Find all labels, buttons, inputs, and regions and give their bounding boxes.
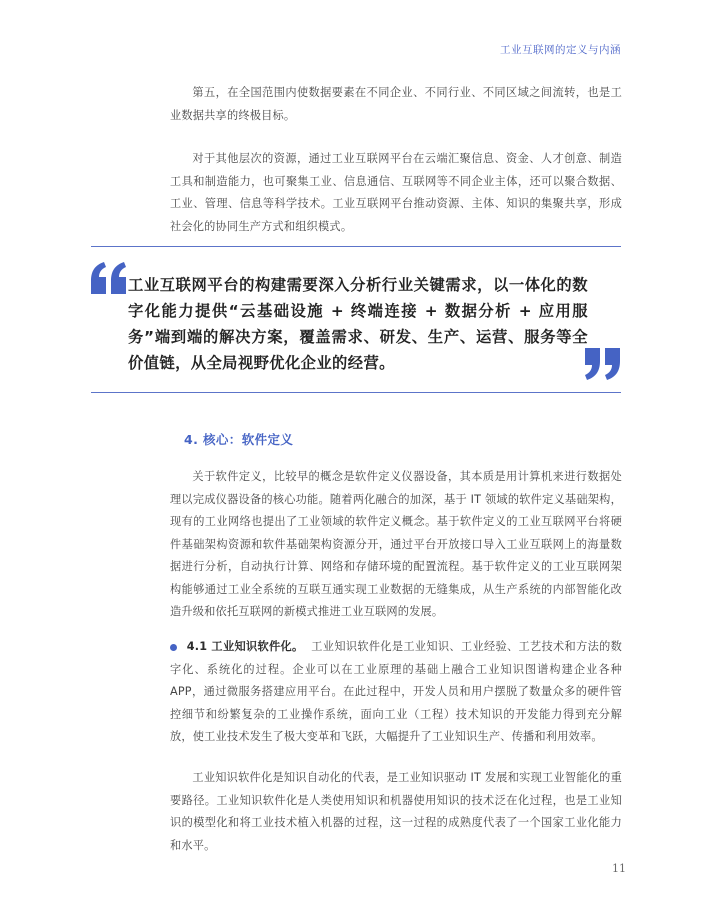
open-quote-icon — [89, 262, 129, 296]
pull-quote-text: 工业互联网平台的构建需要深入分析行业关键需求，以一体化的数字化能力提供“云基础设施 + 终端连接 + 数据分析 + 应用服务”端到端的解决方案，覆盖需求、研发、生产、运营、服务等全价值链，从全局视野优化企业的经营。 — [128, 276, 588, 372]
bullet-body-text: 工业知识软件化是工业知识、工业经验、工艺技术和方法的数字化、系统化的过程。企业可以在工业原理的基础上融合工业知识图谱构建企业各种 APP，通过微服务搭建应用平台。在此过程中，开发人员和用户摆脱了数量众多的硬件管控细节和纷繁复杂的工业操作系统，面向工业（工程）技术知识的开发能力得到充分解放，使工业技术发生了极大变革和飞跃，大幅提升了工业知识生产、传播和利用效率。 — [170, 640, 622, 743]
quote-top-rule — [91, 246, 621, 247]
page-number: 11 — [612, 862, 626, 875]
bullet-lead-title: 4.1 工业知识软件化。 — [186, 640, 304, 653]
paragraph-knowledge-automation: 工业知识软件化是知识自动化的代表，是工业知识驱动 IT 发展和实现工业智能化的重要路径。工业知识软件化是人类使用知识和机器使用知识的技术泛在化过程，也是工业知识的模型化和将工业技术植入机器的过程，这一过程的成熟度代表了一个国家工业化能力和水平。 — [170, 771, 622, 852]
section-heading: 4. 核心：软件定义 — [184, 432, 294, 447]
quote-bottom-rule — [91, 392, 621, 393]
paragraph-resource-aggregation: 对于其他层次的资源，通过工业互联网平台在云端汇聚信息、资金、人才创意、制造工具和制造能力，也可聚集工业、信息通信、互联网等不同企业主体，还可以聚合数据、工业、管理、信息等科学技术。工业互联网平台推动资源、主体、知识的集聚共享，形成社会化的协同生产方式和组织模式。 — [170, 152, 622, 233]
close-quote-icon — [582, 346, 622, 380]
bullet-item-knowledge-software — [170, 636, 622, 749]
paragraph-software-defined: 关于软件定义，比较早的概念是软件定义仪器设备，其本质是用计算机来进行数据处理以完成仪器设备的核心功能。随着两化融合的加深，基于 IT 领域的软件定义基础架构，现有的工业网络也提出了工业领域的软件定义概念。基于软件定义的工业互联网平台将硬件基础架构资源和软件基础架构资源分开，通过平台开放接口导入工业互联网上的海量数据进行分析，自动执行计算、网络和存储环境的配置流程。基于软件定义的工业互联网架构能够通过工业全系统的互联互通实现工业数据的无缝集成，从生产系统的内部智能化改造升级和依托互联网的新模式推进工业互联网的发展。 — [170, 470, 622, 618]
paragraph-data-sharing: 第五，在全国范围内使数据要素在不同企业、不同行业、不同区域之间流转，也是工业数据共享的终极目标。 — [170, 86, 622, 122]
running-header-title: 工业互联网的定义与内涵 — [500, 44, 621, 56]
